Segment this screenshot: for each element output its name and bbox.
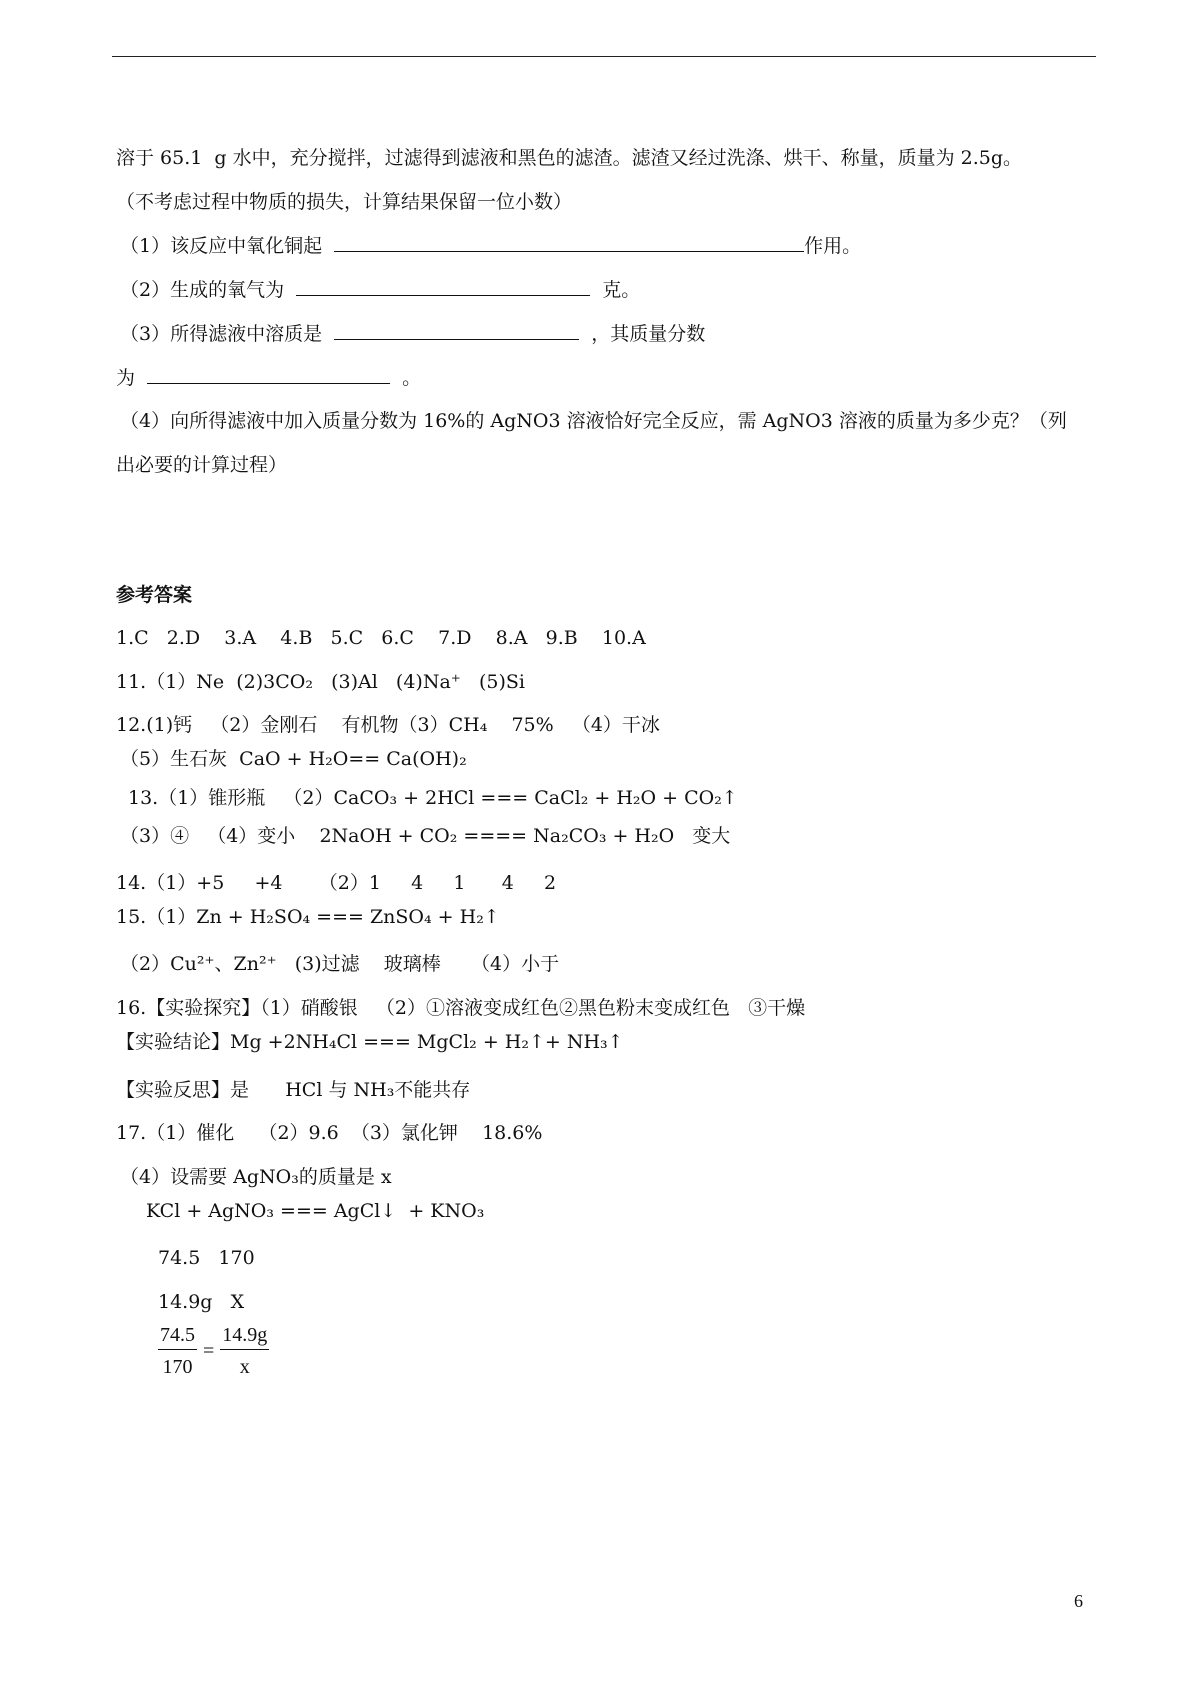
answer-14: 14.（1）+5 +4 （2）1 4 1 4 2	[116, 872, 557, 894]
answer-12-line2: （5）生石灰 CaO + H₂O== Ca(OH)₂	[120, 748, 467, 770]
answer-15-line1: 15.（1）Zn + H₂SO₄ === ZnSO₄ + H₂↑	[116, 906, 500, 928]
question-4-line1: （4）向所得滤液中加入质量分数为 16%的 AgNO3 溶液恰好完全反应，需 AgNO3 溶液的质量为多少克？（列	[120, 410, 1067, 432]
page-number: 6	[1074, 1591, 1083, 1611]
answer-13-line1: 13.（1）锥形瓶 （2）CaCO₃ + 2HCl === CaCl₂ + H₂O + CO₂↑	[128, 787, 738, 809]
question-3-cont	[116, 365, 421, 390]
answer-blank-3a[interactable]	[334, 321, 579, 340]
question-intro-line1: 溶于 65.1 g 水中，充分搅拌，过滤得到滤液和黑色的滤渣。滤渣又经过洗涤、烘干、称量，质量为 2.5g。	[116, 147, 1023, 169]
question-4-line2: 出必要的计算过程）	[116, 454, 288, 476]
fraction-right-denominator: x	[239, 1356, 250, 1378]
question-3-prefix: 为	[116, 367, 148, 389]
answer-11: 11.（1）Ne (2)3CO₂ (3)Al (4)Na⁺ (5)Si	[116, 671, 525, 693]
fraction-right-numerator: 14.9g	[220, 1324, 269, 1350]
question-3-mid: ，其质量分数	[579, 323, 706, 345]
fraction-left	[158, 1324, 197, 1379]
answer-16-line3: 【实验反思】是 HCl 与 NH₃不能共存	[116, 1079, 471, 1101]
question-3	[120, 321, 705, 346]
answer-13-line2: （3）④ （4）变小 2NaOH + CO₂ ==== Na₂CO₃ + H₂O 变大	[120, 825, 731, 847]
fraction-right	[220, 1324, 269, 1379]
answer-17-line1: 17.（1）催化 （2）9.6 （3）氯化钾 18.6%	[116, 1122, 543, 1144]
answer-17-equation: KCl + AgNO₃ === AgCl↓ + KNO₃	[146, 1200, 485, 1222]
answers-heading: 参考答案	[116, 584, 193, 606]
answer-blank-3b[interactable]	[147, 365, 390, 384]
answer-17-masses: 74.5 170	[158, 1247, 255, 1269]
proportion-equation	[158, 1324, 269, 1379]
question-2-text: （2）生成的氧气为	[120, 279, 297, 301]
answer-12-line1: 12.(1)钙 （2）金刚石 有机物（3）CH₄ 75% （4）干冰	[116, 714, 660, 736]
question-1	[120, 233, 861, 258]
question-1-suffix: 作用。	[804, 235, 862, 257]
answer-17-values: 14.9g X	[158, 1291, 245, 1313]
question-1-text: （1）该反应中氧化铜起	[120, 235, 335, 257]
answer-16-line2: 【实验结论】Mg +2NH₄Cl === MgCl₂ + H₂↑+ NH₃↑	[116, 1031, 624, 1053]
equals-sign: =	[203, 1340, 215, 1362]
answer-blank-2[interactable]	[296, 277, 590, 296]
header-rule	[112, 56, 1096, 57]
answer-16-line1: 16.【实验探究】（1）硝酸银 （2）①溶液变成红色②黑色粉末变成红色 ③干燥	[116, 997, 806, 1019]
question-2	[120, 277, 640, 302]
question-3-text: （3）所得滤液中溶质是	[120, 323, 335, 345]
question-intro-line2: （不考虑过程中物质的损失，计算结果保留一位小数）	[116, 191, 573, 213]
answer-blank-1[interactable]	[334, 233, 804, 252]
question-3-end: 。	[390, 367, 422, 389]
answer-15-line2: （2）Cu²⁺、Zn²⁺ (3)过滤 玻璃棒 （4）小于	[120, 953, 560, 975]
fraction-left-numerator: 74.5	[158, 1324, 197, 1350]
question-2-suffix: 克。	[590, 279, 641, 301]
answers-1-10: 1.C 2.D 3.A 4.B 5.C 6.C 7.D 8.A 9.B 10.A	[116, 627, 646, 649]
fraction-left-denominator: 170	[162, 1356, 193, 1378]
answer-17-line2: （4）设需要 AgNO₃的质量是 x	[120, 1166, 392, 1188]
